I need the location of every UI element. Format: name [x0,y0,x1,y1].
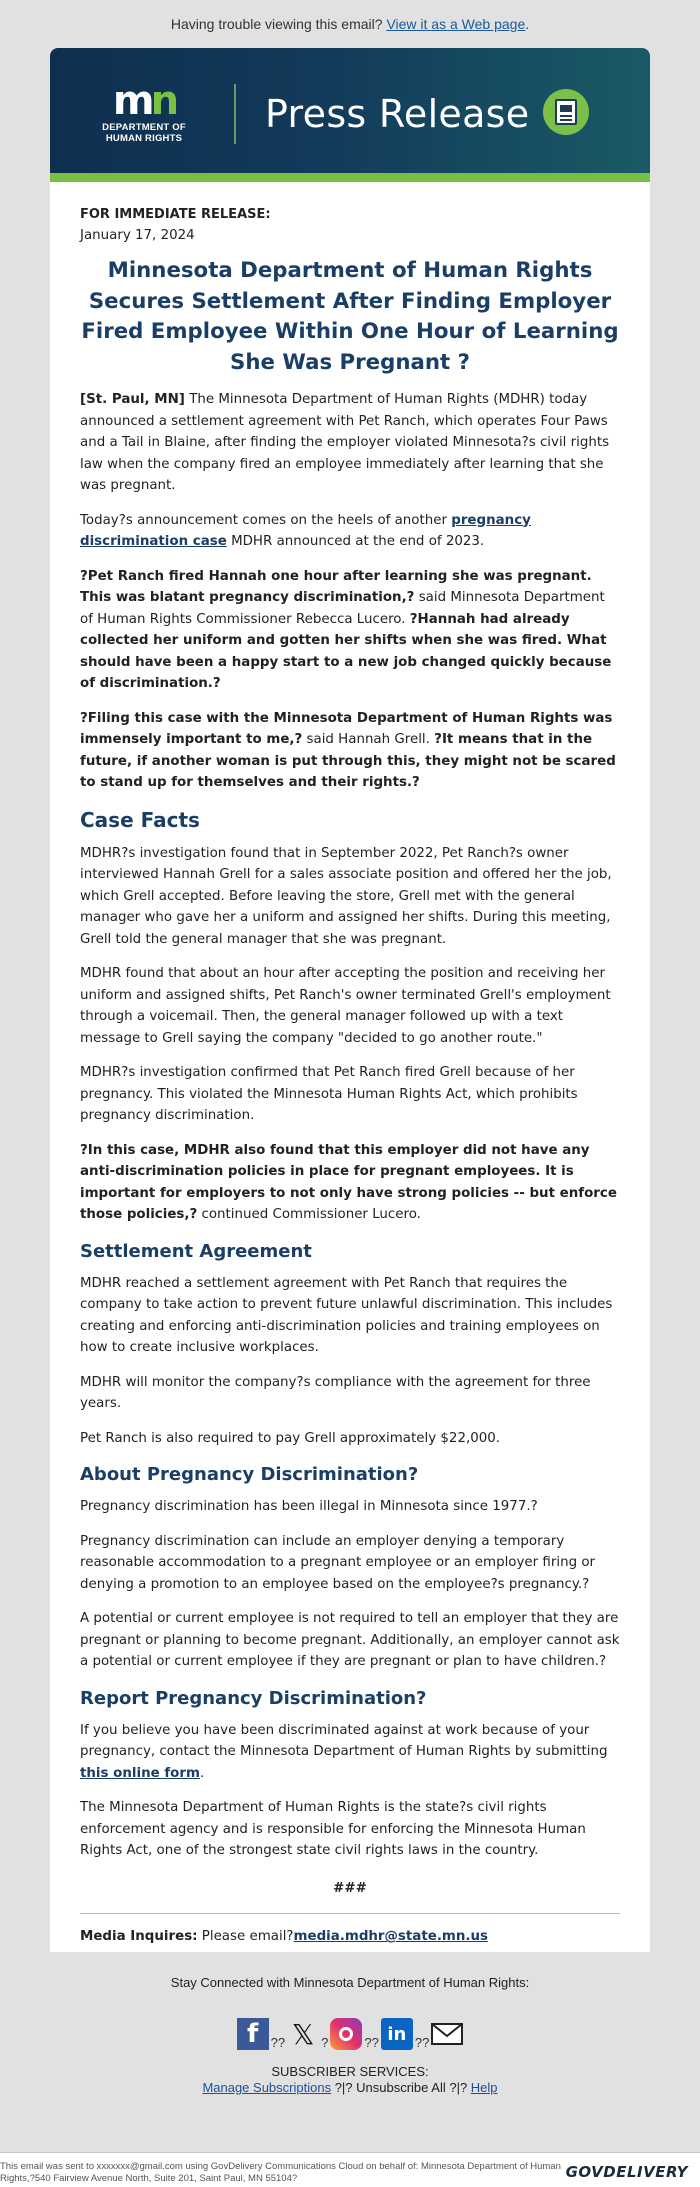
web-view-text: Having trouble viewing this email? [170,16,387,32]
media-email-link[interactable]: media.mdhr@state.mn.us [293,1929,488,1944]
about-heading: About Pregnancy Discrimination? [80,1464,419,1485]
unsubscribe-all-text[interactable]: ?|? Unsubscribe All ?|? [331,2080,471,2095]
email-icon[interactable] [431,2018,463,2050]
banner-title: Press Release [265,92,530,136]
web-view-suffix: . [525,16,530,32]
x-icon[interactable]: 𝕏 [291,2017,315,2051]
web-view-link[interactable]: View it as a Web page [386,16,526,32]
manage-subscriptions-link[interactable]: Manage Subscriptions [202,2080,332,2095]
instagram-icon[interactable] [330,2018,362,2050]
case-facts-p2: MDHR found that about an hour after accepting the position and receiving her uniform and assigned shifts, Pet Ranch's owner terminated Grell's employment through a voicemail. Then, the general manager followed up with a text message to Grell saying the company "decided to go another route." [80,966,611,1046]
green-rule [50,173,650,182]
govdelivery-logo[interactable]: GOVDELIVERY [565,2163,688,2181]
social-links [0,2010,700,2050]
intro-paragraph: [St. Paul, MN] The Minnesota Department of Human Rights (MDHR) today announced a settlement agreement with Pet Ranch, which operates Four Paws and a Tail in Blaine, after finding the employer violated Minnesota?s civil rights law when the company fired an employee immediately after learning that she was pregnant. [80,392,610,493]
settlement-p1: MDHR reached a settlement agreement with Pet Ranch that requires the company to take action to prevent future unlawful discrimination. This includes creating and enforcing anti-discrimination policies and training employees on how to create inclusive workplaces. [80,1275,613,1355]
social-sep: ?? [270,2035,286,2050]
web-view-notice [0,0,700,48]
help-link[interactable]: Help [470,2080,498,2095]
case-facts-p3: MDHR?s investigation confirmed that Pet Ranch fired Grell because of her pregnancy. This violated the Minnesota Human Rights Act, which prohibits pregnancy discrimination. [80,1065,578,1123]
facebook-icon[interactable]: f [237,2018,269,2050]
header-banner [50,48,650,173]
case-facts-p1: MDHR?s investigation found that in September 2022, Pet Ranch?s owner interviewed Hannah Grell for a sales associate position and offered her the job, which Grell accepted. Before leaving the store, Grell met with the general manager who gave her a uniform and assigned her shifts. During this meeting, Grell told the general manager that she was pregnant. [80,845,612,947]
release-date: January 17, 2024 [80,228,195,243]
report-p1: If you believe you have been discriminated against at work because of your pregnancy, contact the Minnesota Department of Human Rights by submitting this online form. [80,1722,608,1781]
social-sep: ?? [414,2035,430,2050]
commissioner-quote: ?Pet Ranch fired Hannah one hour after learning she was pregnant. This was blatant pregnancy discrimination,? said Minnesota Department of Human Rights Commissioner Rebecca Lucero. ?Hannah had already collected her uniform and gotten her shifts when she was fired. What should have been a happy start to a new job changed quickly because of discrimination.? [80,568,612,691]
release-label: FOR IMMEDIATE RELEASE: [80,207,271,222]
grell-quote: ?Filing this case with the Minnesota Department of Human Rights was immensely important to me,? said Hannah Grell. ?It means that in the future, if another woman is put through this, they might not be scared to stand up for themselves and their rights.? [80,710,616,790]
report-heading: Report Pregnancy Discrimination? [80,1687,427,1709]
stay-connected-text: Stay Connected with Minnesota Department of Human Rights: [170,1975,530,1990]
online-form-link[interactable]: this online form [80,1765,200,1781]
govdelivery-footer [0,2152,700,2187]
settlement-p3: Pet Ranch is also required to pay Grell approximately $22,000. [80,1430,501,1446]
media-inquiries: Media Inquires: Please email?media.mdhr@state.mn.us [80,1929,488,1944]
banner-divider [234,84,236,144]
linkedin-icon[interactable]: in [381,2018,413,2050]
pregnancy-case-link[interactable]: pregnancy discrimination case [80,512,531,549]
logo-text: DEPARTMENT OF HUMAN RIGHTS [102,122,186,144]
mdhr-logo [94,78,194,144]
about-p1: Pregnancy discrimination has been illegal in Minnesota since 1977.? [80,1499,538,1514]
context-paragraph: Today?s announcement comes on the heels of another pregnancy discrimination case MDHR announced at the end of 2023. [80,512,531,549]
about-p3: A potential or current employee is not required to tell an employer that they are pregnant or planning to become pregnant. Additionally, an employer cannot ask a potential or current employee if they are pregnant or plan to have children.? [80,1611,620,1669]
subscriber-services [0,2064,700,2096]
press-release-card [50,48,650,1952]
footer [0,1975,700,2096]
about-p2: Pregnancy discrimination can include an employer denying a temporary reasonable accommodation to a pregnant employee or an employer firing or denying a promotion to an employee based on the employee?s pregnancy.? [80,1533,596,1592]
social-sep: ?? [364,2035,379,2050]
headline: Minnesota Department of Human Rights Secures Settlement After Finding Employer Fired Employee Within One Hour of Learning She Was Pregnant ? [81,258,619,375]
release-content [50,182,650,1948]
settlement-heading: Settlement Agreement [80,1240,312,1262]
case-facts-quote: ?In this case, MDHR also found that this employer did not have any anti-discrimination policies in place for pregnant employees. It is important for employers to not only have strong policies -- but enforce those policies,? continued Commissioner Lucero. [80,1142,617,1222]
end-marker: ### [333,1880,367,1896]
mn-logo-mark: mn [112,78,176,124]
subscriber-services-label: SUBSCRIBER SERVICES: [271,2064,429,2079]
divider-line [80,1913,620,1914]
sent-to-note: This email was sent to xxxxxxx@gmail.com using GovDelivery Communications Cloud on behalf of: Minnesota Department of Human Rights,?540 Fairview Avenue North, Suite 201, Saint Paul, MN 55104? [0,2161,561,2184]
report-p2: The Minnesota Department of Human Rights is the state?s civil rights enforcement agency and is responsible for enforcing the Minnesota Human Rights Act, one of the strongest state civil rights laws in the country. [80,1800,586,1858]
settlement-p2: MDHR will monitor the company?s compliance with the agreement for three years. [80,1374,591,1411]
document-icon [543,89,589,135]
social-sep: ? [321,2035,329,2050]
case-facts-heading: Case Facts [80,807,200,832]
